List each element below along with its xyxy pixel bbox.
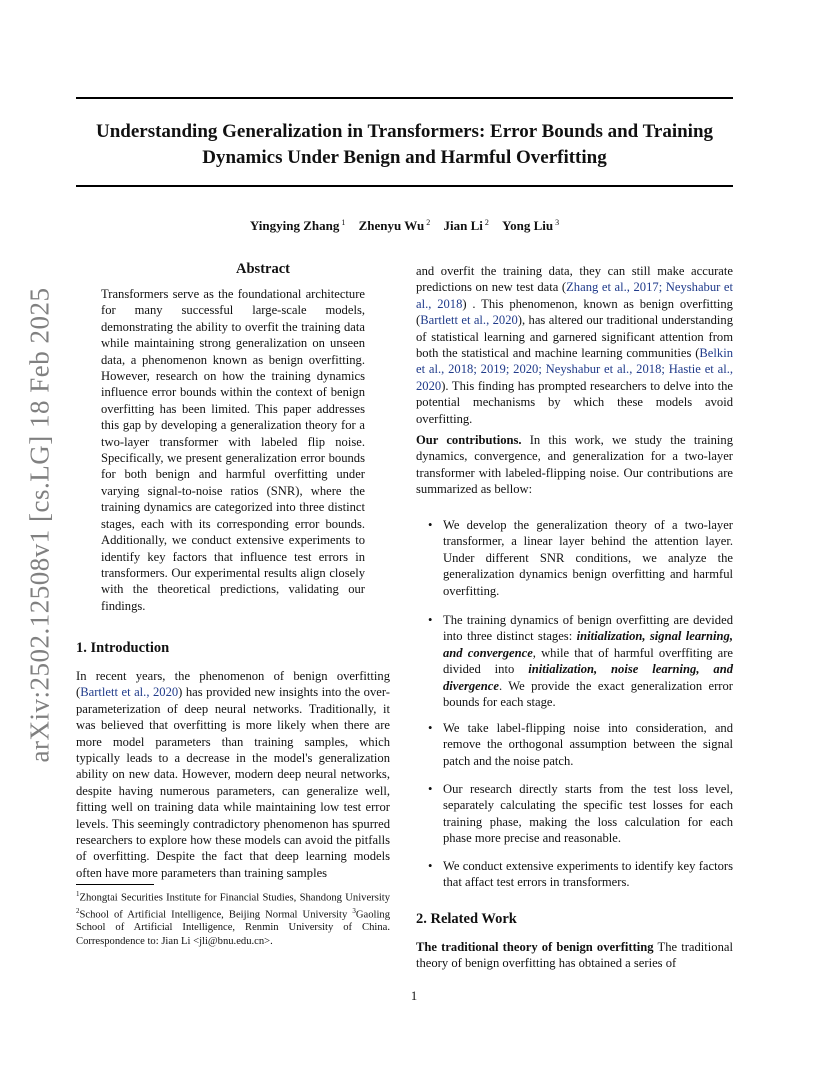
- contributions-paragraph: Our contributions. In this work, we study the training dynamics, convergence, and generalization for a two-layer transformer with labeled-flipping noise. Our contributions are summarized as bellow:: [416, 433, 733, 497]
- intro-heading: 1. Introduction: [76, 640, 170, 656]
- paper-title: Understanding Generalization in Transformers: Error Bounds and Training Dynamics Under Benign and Harmful Overfitting: [95, 121, 714, 168]
- author-3: Jian Li $^2$: [443, 218, 489, 234]
- related-work-heading: 2. Related Work: [416, 911, 517, 927]
- author-2: Zhenyu Wu $^2$: [358, 218, 431, 234]
- title-top-rule: [76, 97, 733, 99]
- bullet-icon: •: [428, 859, 433, 873]
- intro-paragraph: In recent years, the phenomenon of benign overfitting (Bartlett et al., 2020) has provided new insights into the over-parameterization of deep neural networks. Traditionally, it was believed that overfitting is more likely when there are more model parameters than training samples, which typically leads to a decrease in the model's generalization ability on new data. However, modern deep neural networks, despite having numerous parameters, can generalize well, fitting well on training data while maintaining low test error levels. This seemingly contradictory phenomenon has spurred researchers to explore how these models can avoid the pitfalls of overfitting. Despite the fact that deep learning models often have more parameters than training samples: [76, 669, 390, 880]
- citation-link[interactable]: Belkin et al., 2018; 2019; 2020; Neyshabur et al., 2018; Hastie et al., 2020: [416, 346, 733, 393]
- contributions-heading: Our contributions.: [416, 433, 522, 447]
- bullet-icon: •: [428, 782, 433, 796]
- author-1: Yingying Zhang $^1$: [249, 218, 346, 234]
- arxiv-id: arXiv:2502.12508v1 [cs.LG] 18 Feb 2025: [24, 287, 55, 763]
- abstract-heading: Abstract: [236, 261, 290, 277]
- author-list: [76, 214, 733, 235]
- citation-link[interactable]: Bartlett et al., 2020: [80, 685, 179, 700]
- intro-continuation: and overfit the training data, they can still make accurate predictions on new test data (Zhang et al., 2017; Neyshabur et al., 2018) . This phenomenon, known as benign overfitting (Bartlett et al., 2020), has altered our traditional understanding of statistical learning and garnered significant attention from both the statistical and machine learning communities (Belkin et al., 2018; 2019; 2020; Neyshabur et al., 2018; Hastie et al., 2020). This finding has prompted researchers to delve into the potential mechanisms by which these models avoid overfitting.: [416, 264, 733, 426]
- author-4: Yong Liu $^3$: [502, 218, 560, 234]
- bullet-icon: •: [428, 721, 433, 735]
- footnote-rule: [76, 884, 154, 885]
- affiliation-footnote: $^1$Zhongtai Securities Institute for Financial Studies, Shandong University $^2$School of Artificial Intelligence, Beijing Normal University $^3$Gaoling School of Artificial Intelligence, Renmin University of China. Correspondence to: Jian Li <jli@bnu.edu.cn>.: [76, 890, 390, 947]
- abstract-text: Transformers serve as the foundational architecture for many successful large-scale models, demonstrating the ability to overfit the training data while maintaining strong generalization on unseen data, a phenomenon known as benign overfitting. However, research on how the training dynamics influence error bounds within the context of benign overfitting has been limited. This paper addresses this gap by developing a generalization theory for a two-layer transformer with labeled flip noise. Specifically, we present generalization error bounds for both benign and harmful overfitting under varying signal-to-noise ratios (SNR), where the training dynamics are categorized into three distinct stages, each with its corresponding error bounds. Additionally, we conduct extensive experiments to identify key factors that influence test errors in transformers. Our experimental results align closely with the theoretical predictions, validating our findings.: [101, 287, 365, 613]
- title-bottom-rule: [76, 185, 733, 187]
- bullet-icon: •: [428, 613, 433, 627]
- bullet-icon: •: [428, 518, 433, 532]
- related-work-paragraph: The traditional theory of benign overfitting The traditional theory of benign overfitting has obtained a series of: [416, 940, 733, 971]
- subsection-heading: The traditional theory of benign overfitting: [416, 940, 654, 954]
- citation-link[interactable]: Bartlett et al., 2020: [420, 313, 518, 328]
- citation-link[interactable]: Zhang et al., 2017; Neyshabur et al., 2018: [416, 280, 733, 311]
- page-number: 1: [410, 989, 418, 1003]
